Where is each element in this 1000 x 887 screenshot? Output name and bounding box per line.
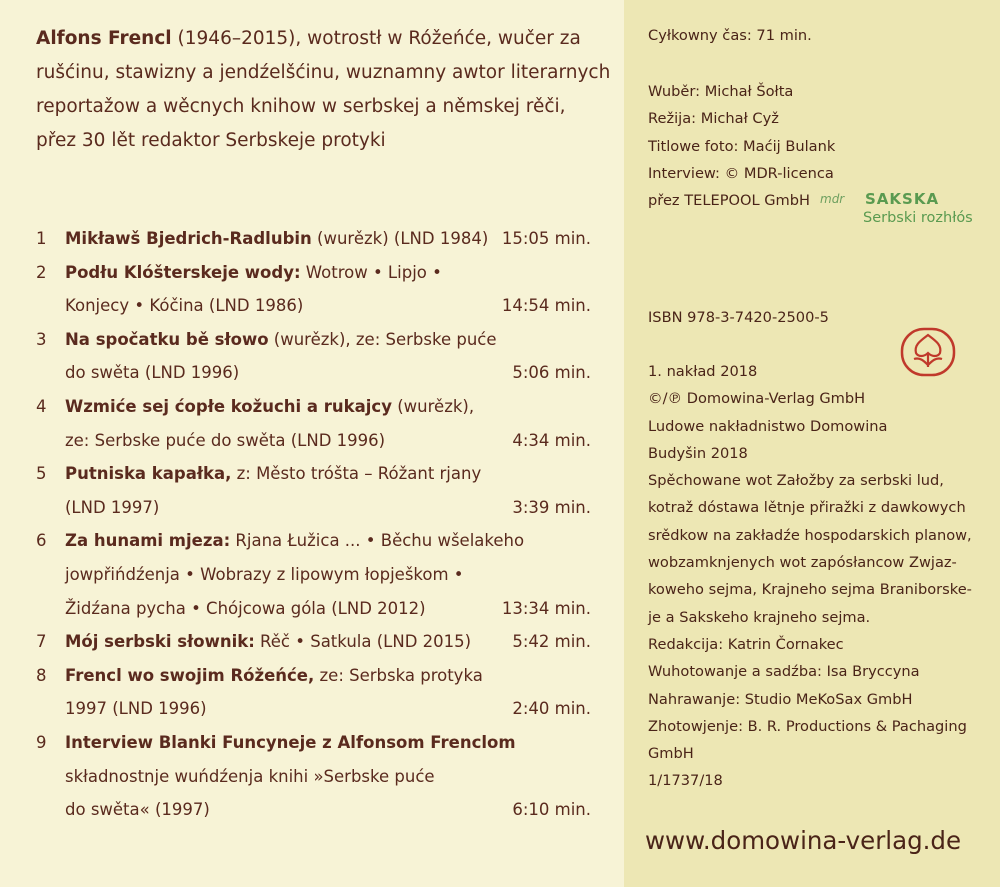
mdr-logo: mdr (820, 192, 845, 206)
track-number: 4 (36, 396, 47, 416)
track-text (65, 793, 210, 827)
track-number: 1 (36, 229, 47, 248)
track-text (65, 390, 474, 424)
publisher-line: Budyšin 2018 (648, 444, 748, 462)
publisher-line: koweho sejma, Krajneho sejma Braniborske- (648, 581, 972, 599)
credit-line: přez TELEPOOL GmbH (648, 192, 811, 210)
track-item (36, 457, 596, 524)
publisher-line: Ludowe nakładnistwo Domowina (648, 417, 888, 435)
track-duration: 2:40 min. (512, 699, 591, 719)
publisher-line: Nahrawanje: Studio MeKoSax GmbH (648, 690, 913, 708)
track-detail: 1997 (LND 1996) (65, 699, 207, 719)
serbski-rozhlos-text: Serbski rozhłós (863, 210, 973, 226)
track-line (36, 760, 596, 794)
track-line (36, 726, 596, 760)
track-line (36, 491, 596, 525)
track-detail: (wurězk), (391, 396, 475, 416)
track-title: Za hunami mjeza: (65, 531, 231, 551)
track-line (36, 457, 596, 491)
track-text (65, 424, 385, 458)
track-detail: Rjana Łužica ... • Běchu wšelakeho (230, 531, 525, 551)
track-duration: 5:42 min. (512, 632, 591, 652)
track-text (65, 356, 239, 390)
track-number: 8 (36, 665, 47, 685)
credit-line: Titlowe foto: Maćij Bulank (648, 137, 836, 155)
track-number: 2 (36, 262, 47, 282)
track-title: Putniska kapałka, (65, 464, 232, 484)
track-item (36, 323, 596, 390)
track-text (65, 256, 442, 290)
track-line (36, 356, 596, 390)
track-duration: 15:05 min. (501, 229, 591, 248)
track-text (65, 692, 207, 726)
publisher-line: je a Sakskeho krajneho sejma. (648, 608, 871, 626)
credit-line: Interview: © MDR-licenca (648, 164, 834, 182)
track-detail: jowpřińdźenja • Wobrazy z lipowym łopješkom • (65, 564, 464, 584)
publisher-line: ©/℗ Domowina-Verlag GmbH (648, 390, 866, 408)
track-detail: do swěta« (1997) (65, 800, 210, 820)
author-name: Alfons Frencl (36, 28, 172, 49)
track-line (36, 558, 596, 592)
track-line (36, 222, 596, 256)
credit-line: Wuběr: Michał Šołta (648, 83, 794, 100)
publisher-line: wobzamknjenych wot zapósłancow Zwjaz- (648, 554, 957, 572)
publisher-line: srědkow na zakładźe hospodarskich planow, (648, 526, 972, 544)
isbn: ISBN 978-3-7420-2500-5 (648, 309, 829, 326)
track-title: Wzmiće sej ćopłe kožuchi a rukajcy (65, 396, 392, 416)
track-duration: 6:10 min. (512, 800, 591, 820)
track-item (36, 524, 596, 625)
publisher-line: GmbH (648, 745, 694, 763)
total-time: Cyłkowny čas: 71 min. (648, 27, 812, 44)
track-line (36, 692, 596, 726)
publisher-line: Redakcija: Katrin Čornakec (648, 635, 844, 653)
track-text (65, 592, 426, 626)
publisher-line: kotraž dóstawa lětnje přiražki z dawkowych (648, 499, 966, 517)
publisher-info (648, 358, 972, 795)
track-text (65, 760, 435, 794)
track-detail: z: Město tróšta – Róžant rjany (231, 464, 482, 484)
track-text (65, 457, 481, 491)
track-text (65, 222, 488, 256)
track-title: Mój serbski słownik: (65, 632, 255, 652)
track-line (36, 625, 596, 659)
track-item (36, 256, 596, 323)
track-detail: Židźana pycha • Chójcowa góla (LND 2012) (65, 598, 426, 618)
track-line (36, 524, 596, 558)
track-detail: (LND 1997) (65, 497, 160, 517)
track-detail: ze: Serbska protyka (314, 665, 483, 685)
track-detail: Rěč • Satkula (LND 2015) (254, 632, 472, 652)
credits (648, 78, 835, 214)
track-text (65, 491, 159, 525)
track-detail: Konjecy • Kóčina (LND 1986) (65, 296, 304, 316)
publisher-line: Spěchowane wot Załožby za serbski lud, (648, 472, 944, 490)
track-title: Interview Blanki Funcyneje z Alfonsom Frenclom (65, 732, 516, 752)
track-title: Na spočatku bě słowo (65, 329, 269, 349)
track-item (36, 390, 596, 457)
track-text (65, 524, 524, 558)
track-line (36, 424, 596, 458)
track-line (36, 659, 596, 693)
track-number: 3 (36, 329, 47, 349)
publisher-line: Zhotowjenje: B. R. Productions & Pachaging (648, 717, 967, 735)
track-number: 7 (36, 632, 47, 652)
author-bio (36, 22, 611, 158)
track-item (36, 625, 596, 659)
track-detail: do swěta (LND 1996) (65, 363, 240, 383)
track-duration: 4:34 min. (512, 430, 591, 450)
track-line (36, 256, 596, 290)
track-text (65, 659, 483, 693)
track-duration: 5:06 min. (512, 363, 591, 383)
track-line (36, 289, 596, 323)
track-text (65, 625, 471, 659)
track-detail: Wotrow • Lipjo • (300, 262, 442, 282)
track-title: Frencl wo swojim Róžeńće, (65, 665, 315, 685)
track-title: Podłu Klóšterskeje wody: (65, 262, 301, 282)
track-number: 9 (36, 732, 47, 752)
publisher-line: 1. nakład 2018 (648, 363, 758, 380)
publisher-url[interactable]: www.domowina-verlag.de (645, 826, 962, 855)
track-text (65, 558, 464, 592)
track-duration: 3:39 min. (512, 497, 591, 517)
credit-line: Režija: Michał Cyž (648, 110, 779, 128)
track-text (65, 323, 497, 357)
track-text (65, 726, 516, 760)
track-number: 5 (36, 464, 47, 484)
track-list (36, 222, 596, 827)
publisher-line: 1/1737/18 (648, 772, 723, 790)
track-number: 6 (36, 531, 47, 551)
track-item (36, 222, 596, 256)
track-detail: składnostnje wuńdźenja knihi »Serbske puće (65, 766, 435, 786)
track-item (36, 726, 596, 827)
track-detail: (wurězk) (LND 1984) (311, 229, 489, 248)
track-text (65, 289, 303, 323)
track-item (36, 659, 596, 726)
track-line (36, 592, 596, 626)
track-detail: ze: Serbske puće do swěta (LND 1996) (65, 430, 386, 450)
track-line (36, 390, 596, 424)
publisher-line: Wuhotowanje a sadźba: Isa Bryccyna (648, 663, 920, 681)
track-line (36, 793, 596, 827)
sakska-logo-text: SAKSKA (865, 190, 940, 208)
author-bio-text: (1946–2015), wotrostł w Róžeńće, wučer za rušćinu, stawizny a jendźelšćinu, wuznamny awtor literarnych reportažow a wěcnych knihow w serbskej a němskej rěči, přez 30 lět redaktor Serbskeje protyki (36, 28, 611, 151)
track-title: Mikławš Bjedrich-Radlubin (65, 229, 312, 248)
track-line (36, 323, 596, 357)
track-detail: (wurězk), ze: Serbske puće (268, 329, 497, 349)
track-duration: 14:54 min. (501, 296, 591, 316)
track-duration: 13:34 min. (501, 598, 591, 618)
